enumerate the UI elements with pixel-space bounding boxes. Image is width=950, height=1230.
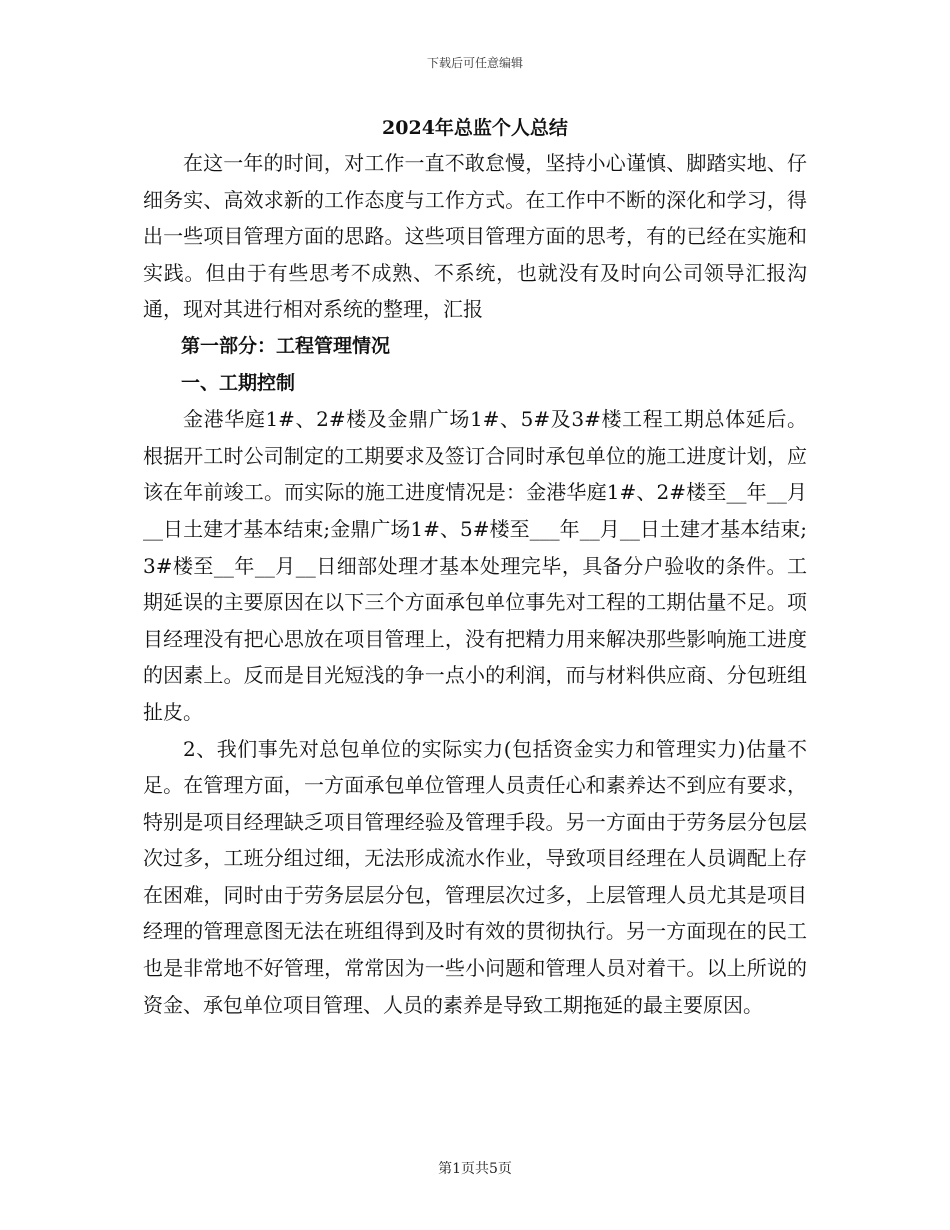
- section-heading: 一、工期控制: [181, 371, 296, 394]
- intro-paragraph: 在这一年的时间，对工作一直不敢怠慢，坚持小心谨慎、脚踏实地、仔细务实、高效求新的工作态度与工作方式。在工作中不断的深化和学习，得出一些项目管理方面的思路。这些项目管理方面的思考，有的已经在实施和实践。但由于有些思考不成熟、不系统，也就没有及时向公司领导汇报沟通，现对其进行相对系统的整理，汇报: [143, 151, 807, 322]
- page-header-note: 下载后可任意编辑: [426, 56, 523, 70]
- document-title: 2024年总监个人总结: [382, 117, 568, 139]
- body-paragraph-1: 金港华庭1#、2#楼及金鼎广场1#、5#及3#楼工程工期总体延后。根据开工时公司制定的工期要求及签订合同时承包单位的施工进度计划，应该在年前竣工。而实际的施工进度情况是：金港华庭1#、2#楼至__年__月__日土建才基本结束;金鼎广场1#、5#楼至___年__月__日土建才基本结束;3#楼至__年__月__日细部处理才基本处理完毕，具备分户验收的条件。工期延误的主要原因在以下三个方面承包单位事先对工程的工期估量不足。项目经理没有把心思放在项目管理上，没有把精力用来解决那些影响施工进度的因素上。反而是目光短浅的争一点小的利润，而与材料供应商、分包班组扯皮。: [143, 407, 807, 724]
- body-paragraph-2: 2、我们事先对总包单位的实际实力(包括资金实力和管理实力)估量不足。在管理方面，一方面承包单位管理人员责任心和素养达不到应有要求，特别是项目经理缺乏项目管理经验及管理手段。另一方面由于劳务层分包层次过多，工班分组过细，无法形成流水作业，导致项目经理在人员调配上存在困难，同时由于劳务层层分包，管理层次过多，上层管理人员尤其是项目经理的管理意图无法在班组得到及时有效的贯彻执行。另一方面现在的民工也是非常地不好管理，常常因为一些小问题和管理人员对着干。以上所说的资金、承包单位项目管理、人员的素养是导致工期拖延的最主要原因。: [143, 736, 807, 1017]
- part-heading: 第一部分：工程管理情况: [181, 334, 391, 357]
- document-body: [143, 113, 807, 1023]
- page-footer-page-number: 第1页共5页: [438, 1161, 512, 1177]
